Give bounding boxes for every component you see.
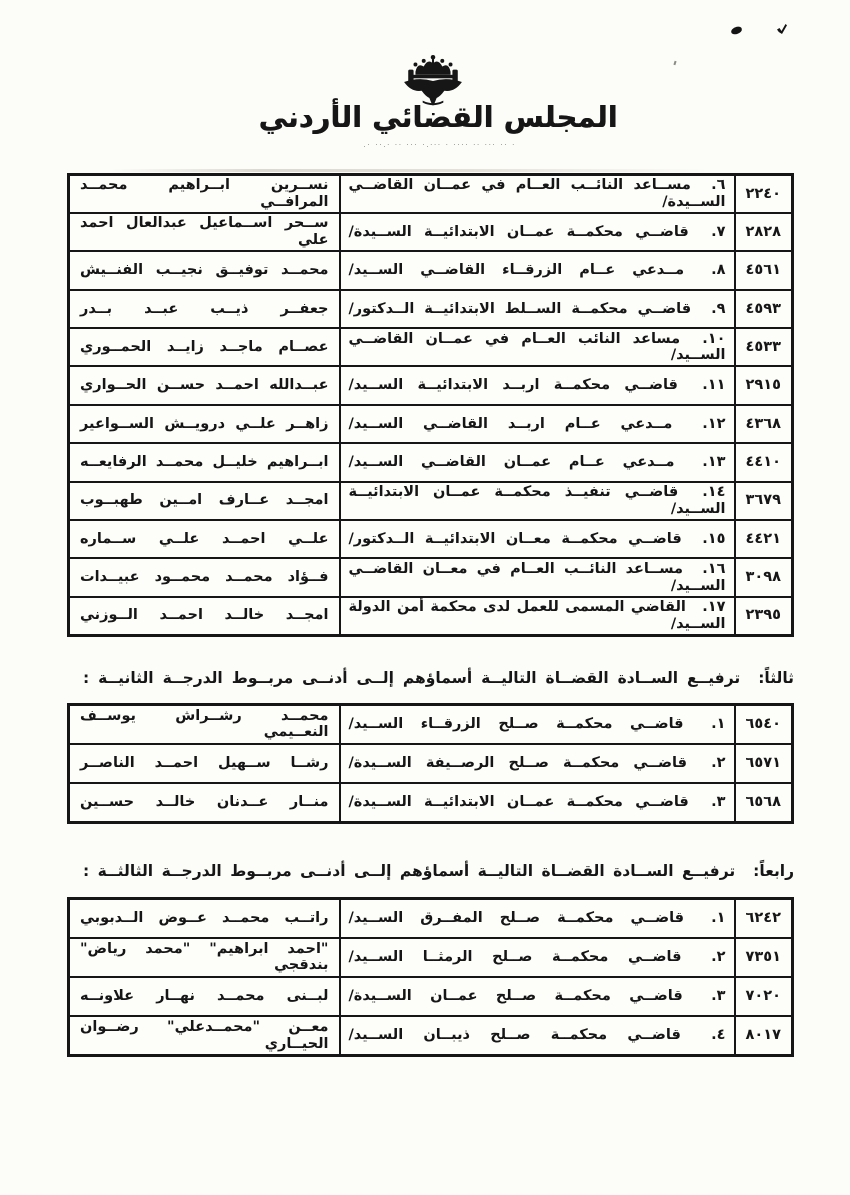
judge-name-cell: لبــنى محمــد نهــار علاونــه [69, 977, 340, 1016]
serial-number-cell: ٤٥٣٣ [735, 328, 793, 366]
ink-mark [777, 24, 787, 34]
position-cell [340, 443, 735, 481]
section-label: ثالثاً: [758, 669, 794, 687]
judge-row [69, 175, 793, 213]
position-cell [340, 520, 735, 558]
position-text: قاضــي محكمــة معــان الابتدائيــة الــدكتور/ [348, 530, 682, 547]
judge-row [69, 443, 793, 481]
position-cell [340, 744, 735, 783]
judge-row [69, 366, 793, 404]
serial-number-cell: ٨٠١٧ [735, 1016, 793, 1055]
position-text: قاضــي محكمــة صــلح الرمثــا الســيد/ [348, 949, 682, 966]
judge-name-cell: علــي احمــد علــي ســماره [69, 520, 340, 558]
judge-name-cell: راتــب محمــد عــوض الــدبوبي [69, 899, 340, 938]
item-number: ٣. [711, 794, 726, 811]
position-cell [340, 175, 735, 213]
serial-number-cell: ٤٣٦٨ [735, 405, 793, 443]
council-title-calligraphy: المجلس القضائي الأردني [258, 100, 618, 134]
position-text: قاضــي محكمــة صــلح عمــان الســيدة/ [348, 988, 683, 1005]
position-cell [340, 783, 735, 822]
item-number: ١٠. [702, 330, 726, 347]
serial-number-cell: ٣٠٩٨ [735, 558, 793, 596]
item-number: ٦. [711, 177, 726, 194]
position-cell [340, 328, 735, 366]
section-text: ترفيــع الســادة القضــاة التاليــة أسماؤهم إلــى أدنــى مربــوط الدرجــة الثالثــة : [83, 862, 736, 880]
judge-row [69, 899, 793, 938]
judge-name-cell: نســرين ابــراهيم محمــد المرافــي [69, 175, 340, 213]
section-heading-fourth [67, 862, 794, 880]
item-number: ١٣. [702, 454, 726, 471]
position-cell [340, 405, 735, 443]
judge-row [69, 405, 793, 443]
judge-row [69, 977, 793, 1016]
judge-row [69, 328, 793, 366]
judge-name-cell: زاهــر علــي درويــش الســواعير [69, 405, 340, 443]
judge-row [69, 705, 793, 744]
position-text: مســاعد النائــب العــام في عمــان القاضــي الســيدة/ [348, 177, 726, 210]
position-cell [340, 558, 735, 596]
position-text: مــدعي عــام الزرقــاء القاضــي الســيد/ [348, 262, 685, 279]
position-cell [340, 938, 735, 977]
scan-smudge [110, 169, 710, 172]
judge-row [69, 290, 793, 328]
item-number: ١٤. [702, 484, 726, 501]
serial-number-cell: ٤٥٩٣ [735, 290, 793, 328]
serial-number-cell: ٢٨٢٨ [735, 213, 793, 251]
position-text: القاضي المسمى للعمل لدى محكمة أمن الدولة الســيد/ [348, 599, 726, 632]
judge-name-cell: محمــد توفيــق نجيــب الفنــيش [69, 251, 340, 289]
serial-number-cell: ٢٩١٥ [735, 366, 793, 404]
judge-name-cell: عبــدالله احمــد حســن الحــواري [69, 366, 340, 404]
ink-speck [730, 26, 742, 35]
judge-row [69, 482, 793, 520]
judge-row [69, 744, 793, 783]
judge-name-cell: ابــراهيم خليــل محمــد الرفايعــه [69, 443, 340, 481]
logo-microtext-dots: .· ··.· ·· ··· ·.··· · ···· ·· ··· ·· · [363, 142, 517, 149]
section-text: ترفيــع الســادة القضــاة التاليــة أسماؤهم إلــى أدنــى مربــوط الدرجــة الثانيــة : [83, 669, 741, 687]
item-number: ٩. [711, 300, 726, 317]
judge-row [69, 783, 793, 822]
position-text: مساعد النائب العــام في عمــان القاضــي الســيد/ [348, 330, 726, 364]
position-text: قاضــي محكمــة الســلط الابتدائيــة الــدكتور/ [348, 300, 692, 317]
judge-row [69, 1016, 793, 1055]
serial-number-cell: ٦٢٤٢ [735, 899, 793, 938]
item-number: ١٢. [702, 415, 726, 432]
position-cell [340, 1016, 735, 1055]
serial-number-cell: ٦٥٤٠ [735, 705, 793, 744]
judge-row [69, 938, 793, 977]
promotion-table-third-degree [67, 897, 794, 1057]
item-number: ٣. [711, 988, 726, 1005]
position-cell [340, 482, 735, 520]
item-number: ٧. [711, 223, 726, 240]
serial-number-cell: ٧٠٢٠ [735, 977, 793, 1016]
serial-number-cell: ٢٣٩٥ [735, 597, 793, 635]
position-cell [340, 977, 735, 1016]
position-cell [340, 597, 735, 635]
item-number: ٤. [711, 1027, 726, 1044]
item-number: ١٧. [702, 599, 726, 616]
section-heading-third [67, 669, 794, 687]
serial-number-cell: ٤٤٢١ [735, 520, 793, 558]
judge-row [69, 520, 793, 558]
judge-name-cell: معــن "محمــدعلي" رضــوان الحيــاري [69, 1016, 340, 1055]
judge-name-cell: "احمد ابراهيم" "محمد رياض" بندقجي [69, 938, 340, 977]
serial-number-cell: ٢٢٤٠ [735, 175, 793, 213]
item-number: ٢. [711, 755, 726, 772]
judge-name-cell: عصــام ماجــد زايــد الحمــوري [69, 328, 340, 366]
ink-dot [673, 61, 676, 65]
position-text: قاضــي تنفيــذ محكمــة عمــان الابتدائيــة الســيد/ [348, 484, 726, 517]
item-number: ١٥. [702, 530, 726, 547]
judge-row [69, 213, 793, 251]
promotion-table-second-degree [67, 703, 794, 824]
position-text: قاضــي محكمــة صــلح ذيبــان الســيد/ [348, 1027, 681, 1044]
position-cell [340, 290, 735, 328]
serial-number-cell: ٣٦٧٩ [735, 482, 793, 520]
position-cell [340, 366, 735, 404]
judge-row [69, 597, 793, 635]
position-text: قاضــي محكمــة عمــان الابتدائيــة الســيدة/ [348, 223, 689, 240]
item-number: ١١. [702, 377, 726, 394]
position-text: قاضــي محكمــة عمــان الابتدائيــة الســيدة/ [348, 794, 689, 811]
judge-name-cell: جعفــر ذيــب عبــد بــدر [69, 290, 340, 328]
serial-number-cell: ٦٥٦٨ [735, 783, 793, 822]
judge-name-cell: رشــا ســهيل احمــد الناصــر [69, 744, 340, 783]
position-text: قاضــي محكمــة صــلح المفــرق الســيد/ [348, 910, 685, 927]
position-cell [340, 899, 735, 938]
section-label: رابعاً: [753, 862, 794, 880]
position-text: مســاعد النائــب العــام في معــان القاضــي الســيد/ [348, 560, 726, 594]
item-number: ١٦. [702, 560, 726, 577]
position-text: قاضــي محكمــة صــلح الرصــيفة الســيدة/ [348, 755, 687, 772]
position-cell [340, 705, 735, 744]
judge-name-cell: فــؤاد محمــد محمــود عبيــدات [69, 558, 340, 596]
position-text: مــدعي عــام اربــد القاضــي الســيد/ [348, 415, 673, 432]
serial-number-cell: ٤٥٦١ [735, 251, 793, 289]
item-number: ٢. [711, 949, 726, 966]
judge-name-cell: ســحر اســماعيل عبدالعال احمد علي [69, 213, 340, 251]
promotion-table-continued [67, 173, 794, 637]
serial-number-cell: ٤٤١٠ [735, 443, 793, 481]
judge-name-cell: منــار عــدنان خالــد حســين [69, 783, 340, 822]
judge-name-cell: امجــد عــارف امــين طهبــوب [69, 482, 340, 520]
serial-number-cell: ٧٣٥١ [735, 938, 793, 977]
item-number: ٨. [711, 262, 726, 279]
serial-number-cell: ٦٥٧١ [735, 744, 793, 783]
position-text: قاضــي محكمــة صــلح الزرقــاء الســيد/ [348, 716, 684, 733]
judge-row [69, 558, 793, 596]
position-text: مــدعي عــام عمــان القاضــي الســيد/ [348, 454, 675, 471]
item-number: ١. [711, 716, 726, 733]
position-cell [340, 251, 735, 289]
position-text: قاضــي محكمــة اربــد الابتدائيــة الســيد/ [348, 377, 678, 394]
item-number: ١. [711, 910, 726, 927]
judge-name-cell: محمــد رشــراش يوســف النعــيمي [69, 705, 340, 744]
judge-row [69, 251, 793, 289]
position-cell [340, 213, 735, 251]
judge-name-cell: امجــد خالــد احمــد الــوزني [69, 597, 340, 635]
